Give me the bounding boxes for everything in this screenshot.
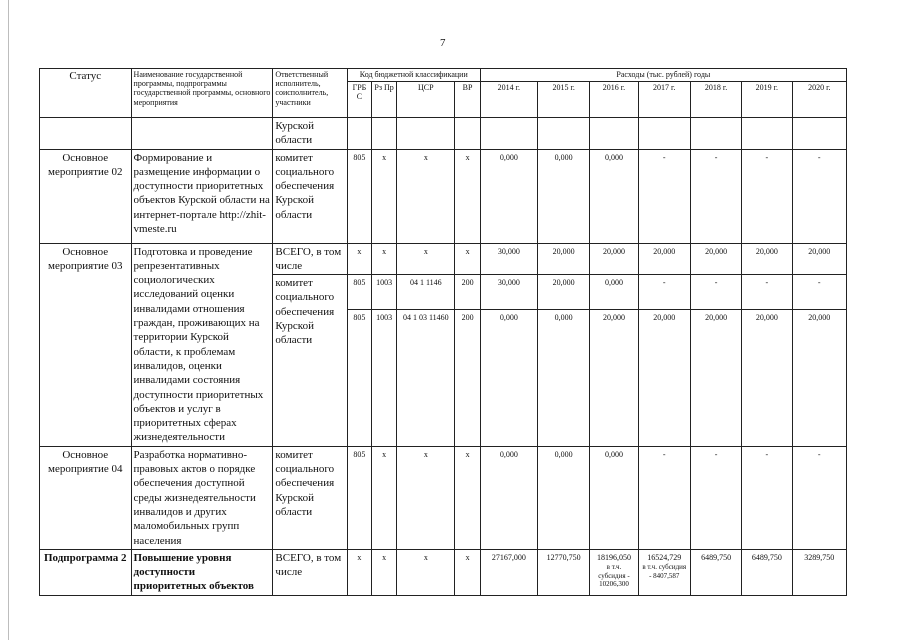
responsible-cell: комитет социального обеспечения Курской области (273, 275, 347, 447)
value-cell: 6489,750 (742, 549, 792, 595)
col-csr-header: ЦСР (397, 82, 455, 118)
status-cell: Основное мероприятие 04 (40, 446, 132, 549)
value-cell: - (638, 149, 690, 243)
value-cell: 20,000 (690, 243, 741, 275)
value-cell: 0,000 (480, 149, 537, 243)
value-cell: 0,000 (590, 275, 638, 310)
page-edge-line (8, 0, 9, 640)
value-cell (638, 549, 690, 595)
responsible-cell: комитет социального обеспечения Курской области (273, 446, 347, 549)
vr-cell: х (455, 549, 480, 595)
table-row-continuation (40, 118, 847, 150)
year-header: 2015 г. (538, 82, 590, 118)
rzpr-cell: х (372, 549, 397, 595)
value-cell: 20,000 (538, 243, 590, 275)
year-header: 2019 г. (742, 82, 792, 118)
csr-cell: 04 1 1146 (397, 275, 455, 310)
year-header: 2020 г. (792, 82, 846, 118)
responsible-cell: ВСЕГО, в том числе (273, 549, 347, 595)
value-cell: 20,000 (590, 309, 638, 446)
value-cell: - (690, 149, 741, 243)
value-cell: - (690, 446, 741, 549)
year-header: 2018 г. (690, 82, 741, 118)
value-cell: 20,000 (638, 309, 690, 446)
value-cell: - (742, 446, 792, 549)
col-grbs-header: ГРБ С (347, 82, 371, 118)
value-text: 16524,729 (647, 552, 682, 562)
value-cell: 27167,000 (480, 549, 537, 595)
status-cell: Подпрограмма 2 (40, 549, 132, 595)
table-row-subprogram-2 (40, 549, 847, 595)
name-cell: Повышение уровня доступности приоритетных объектов (131, 549, 273, 595)
table-row-measure-02 (40, 149, 847, 243)
csr-cell: х (397, 149, 455, 243)
vr-cell: х (455, 446, 480, 549)
table-row-measure-03-total (40, 243, 847, 275)
value-cell: 0,000 (538, 309, 590, 446)
value-cell: 0,000 (480, 446, 537, 549)
value-cell: 0,000 (538, 446, 590, 549)
grbs-cell: х (347, 549, 371, 595)
grbs-cell: 805 (347, 446, 371, 549)
col-status-header: Статус (40, 69, 132, 118)
value-text: 18196,050 (596, 552, 631, 562)
grbs-cell: 805 (347, 309, 371, 446)
status-cell: Основное мероприятие 02 (40, 149, 132, 243)
csr-cell: 04 1 03 11460 (397, 309, 455, 446)
rzpr-cell: х (372, 446, 397, 549)
table-row-measure-04 (40, 446, 847, 549)
vr-cell: х (455, 243, 480, 275)
vr-cell: х (455, 149, 480, 243)
value-cell: 0,000 (590, 149, 638, 243)
value-cell: 12770,750 (538, 549, 590, 595)
value-cell: - (690, 275, 741, 310)
value-cell: - (742, 149, 792, 243)
value-cell: 0,000 (480, 309, 537, 446)
csr-cell: х (397, 549, 455, 595)
vr-cell: 200 (455, 309, 480, 446)
responsible-cell: комитет социального обеспечения Курской области (273, 149, 347, 243)
value-cell: - (638, 446, 690, 549)
col-name-header: Наименование государственной программы, подпрограммы государственной программы, основного мероприятия (131, 69, 273, 118)
col-vr-header: ВР (455, 82, 480, 118)
value-cell: 30,000 (480, 275, 537, 310)
subsidy-note: в т.ч. субсидия - 10206,300 (598, 563, 630, 588)
value-cell: 0,000 (590, 446, 638, 549)
year-header: 2016 г. (590, 82, 638, 118)
col-rzpr-header: Рз Пр (372, 82, 397, 118)
rzpr-cell: 1003 (372, 275, 397, 310)
subsidy-note: в т.ч. субсидия - 8407,587 (642, 563, 687, 580)
name-cell: Формирование и размещение информации о доступности приоритетных объектов Курской области на интернет-портале http://zhit-vmeste.ru (131, 149, 273, 243)
name-cell: Подготовка и проведение репрезентативных социологических исследований оценки инвалидами отношения граждан, проживающих на территории Курской области, к проблемам инвалидов, оценки инвалидами состояния доступности приоритетных объектов и услуг в приоритетных сферах жизнедеятельности (131, 243, 273, 446)
grbs-cell: 805 (347, 275, 371, 310)
value-cell: 3289,750 (792, 549, 846, 595)
responsible-cell: Курской области (273, 118, 347, 150)
value-cell: 20,000 (742, 243, 792, 275)
header-row-1 (40, 69, 847, 82)
value-cell (590, 549, 638, 595)
name-cell: Разработка нормативно-правовых актов о порядке обеспечения доступной среды жизнедеятельности инвалидов и других маломобильных групп населения (131, 446, 273, 549)
value-cell: 30,000 (480, 243, 537, 275)
value-cell: 20,000 (792, 309, 846, 446)
csr-cell: х (397, 446, 455, 549)
grbs-cell: х (347, 243, 371, 275)
csr-cell: х (397, 243, 455, 275)
responsible-cell: ВСЕГО, в том числе (273, 243, 347, 275)
rzpr-cell: х (372, 149, 397, 243)
value-cell: - (792, 446, 846, 549)
year-header: 2014 г. (480, 82, 537, 118)
value-cell: 20,000 (792, 243, 846, 275)
col-budget-code-header: Код бюджетной классификации (347, 69, 480, 82)
budget-table (39, 68, 847, 596)
value-cell: - (792, 149, 846, 243)
value-cell: 20,000 (538, 275, 590, 310)
value-cell: - (792, 275, 846, 310)
col-responsible-header: Ответственный исполнитель, соисполнитель, участники (273, 69, 347, 118)
rzpr-cell: х (372, 243, 397, 275)
value-cell: 20,000 (638, 243, 690, 275)
rzpr-cell: 1003 (372, 309, 397, 446)
vr-cell: 200 (455, 275, 480, 310)
value-cell: 6489,750 (690, 549, 741, 595)
year-header: 2017 г. (638, 82, 690, 118)
value-cell: 0,000 (538, 149, 590, 243)
grbs-cell: 805 (347, 149, 371, 243)
value-cell: - (638, 275, 690, 310)
value-cell: 20,000 (742, 309, 792, 446)
status-cell: Основное мероприятие 03 (40, 243, 132, 446)
value-cell: 20,000 (590, 243, 638, 275)
value-cell: 20,000 (690, 309, 741, 446)
value-cell: - (742, 275, 792, 310)
page-number: 7 (440, 37, 446, 49)
col-expenses-header: Расходы (тыс. рублей) годы (480, 69, 846, 82)
